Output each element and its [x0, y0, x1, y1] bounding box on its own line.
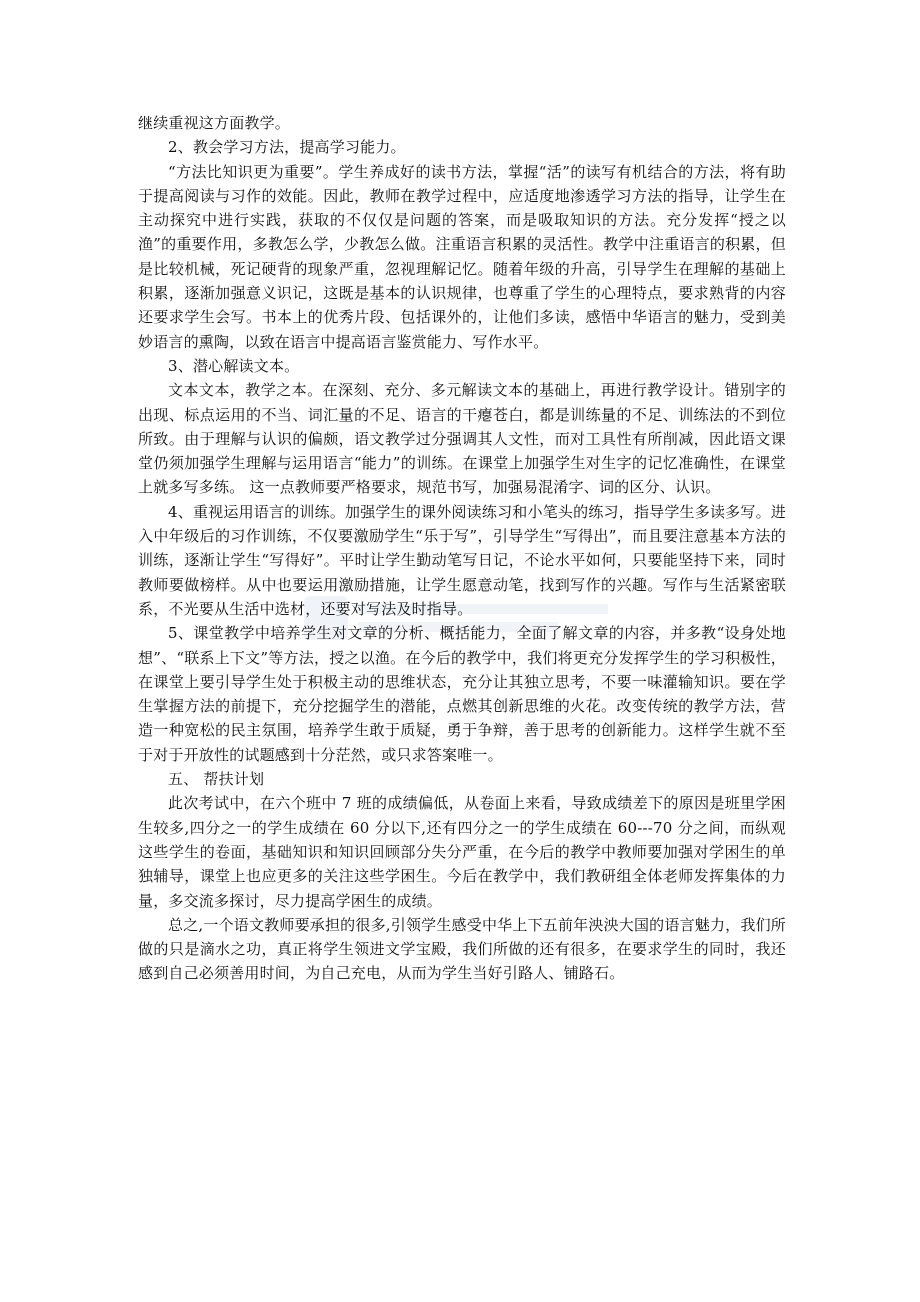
paragraph-language-training: 4、重视运用语言的训练。加强学生的课外阅读练习和小笔头的练习，指导学生多读多写。进入中年级后的习作训练，不仅要激励学生“乐于写”，引导学生“写得出”，而且要注意基本方法的训练，逐渐让学生“写得好”。平时让学生勤动笔写日记，不论水平如何，只要能坚持下来，同时教师要做榜样。从中也要运用激励措施，让学生愿意动笔，找到写作的兴趣。写作与生活紧密联系，不光要从生活中选材，还要对写法及时指导。: [138, 502, 786, 618]
paragraph-learning-methods: “方法比知识更为重要”。学生养成好的读书方法，掌握“活”的读写有机结合的方法，将有助于提高阅读与习作的效能。因此，教师在教学过程中，应适度地渗透学习方法的指导，让学生在主动探究中进行实践，获取的不仅仅是问题的答案，而是吸取知识的方法。充分发挥“授之以渔”的重要作用，多教怎么学，少教怎么做。注重语言积累的灵活性。教学中注重语言的积累，但是比较机械，死记硬背的现象严重，忽视理解记忆。随着年级的升高，引导学生在理解的基础上积累，逐渐加强意义识记，这既是基本的认识规律，也尊重了学生的心理特点，要求熟背的内容还要求学生会写。书本上的优秀片段、包括课外的，让他们多读，感悟中华语言的魅力，受到美妙语言的熏陶，以致在语言中提高语言鉴赏能力、写作水平。: [138, 162, 786, 351]
paragraph-interpret-text: 文本文本，教学之本。在深刻、充分、多元解读文本的基础上，再进行教学设计。错别字的出现、标点运用的不当、词汇量的不足、语言的干瘪苍白，都是训练量的不足、训练法的不到位所致。由于理解与认识的偏颇，语文教学过分强调其人文性，而对工具性有所削减，因此语文课堂仍须加强学生理解与运用语言“能力”的训练。在课堂上加强学生对生字的记忆准确性，在课堂上就多写多练。 这一点教师要严格要求，规范书写，加强易混淆字、词的区分、认识。: [138, 381, 786, 497]
paragraph-analysis-ability: 5、课堂教学中培养学生对文章的分析、概括能力，全面了解文章的内容，并多教“设身处地想”、“联系上下文”等方法，授之以渔。在今后的教学中，我们将更充分发挥学生的学习积极性，在课堂上要引导学生处于积极主动的思维状态，充分让其独立思考，不要一味灌输知识。要在学生掌握方法的前提下，充分挖掘学生的潜能，点燃其创新思维的火花。改变传统的教学方法，营造一种宽松的民主氛围，培养学生敢于质疑，勇于争辩，善于思考的创新能力。这样学生就不至于对于开放性的试题感到十分茫然，或只求答案唯一。: [138, 624, 786, 764]
document-body: [138, 111, 786, 986]
paragraph-continuation: 继续重视这方面教学。: [138, 114, 291, 132]
paragraph-exam-analysis: 此次考试中，在六个班中 7 班的成绩偏低，从卷面上来看，导致成绩差下的原因是班里学困生较多,四分之一的学生成绩在 60 分以下,还有四分之一的学生成绩在 60---70 分之间，而纵观这些学生的卷面，基础知识和知识回顾部分失分严重，在今后的教学中教师要加强对学困生的单独辅导，课堂上也应更多的关注这些学困生。今后在教学中，我们教研组全体老师发挥集体的力量，多交流多探讨，尽力提高学困生的成绩。: [138, 794, 786, 910]
paragraph-conclusion: 总之,一个语文教师要承担的很多,引领学生感受中华上下五前年泱泱大国的语言魅力，我们所做的只是滴水之功，真正将学生领进文学宝殿，我们所做的还有很多，在要求学生的同时，我还感到自己必须善用时间，为自己充电，从而为学生当好引路人、铺路石。: [138, 915, 786, 983]
heading-interpret-text: 3、潜心解读文本。: [168, 356, 300, 375]
section-heading-support-plan: 五、 帮扶计划: [168, 770, 265, 789]
heading-teach-learning-methods: 2、教会学习方法，提高学习能力。: [168, 138, 406, 157]
